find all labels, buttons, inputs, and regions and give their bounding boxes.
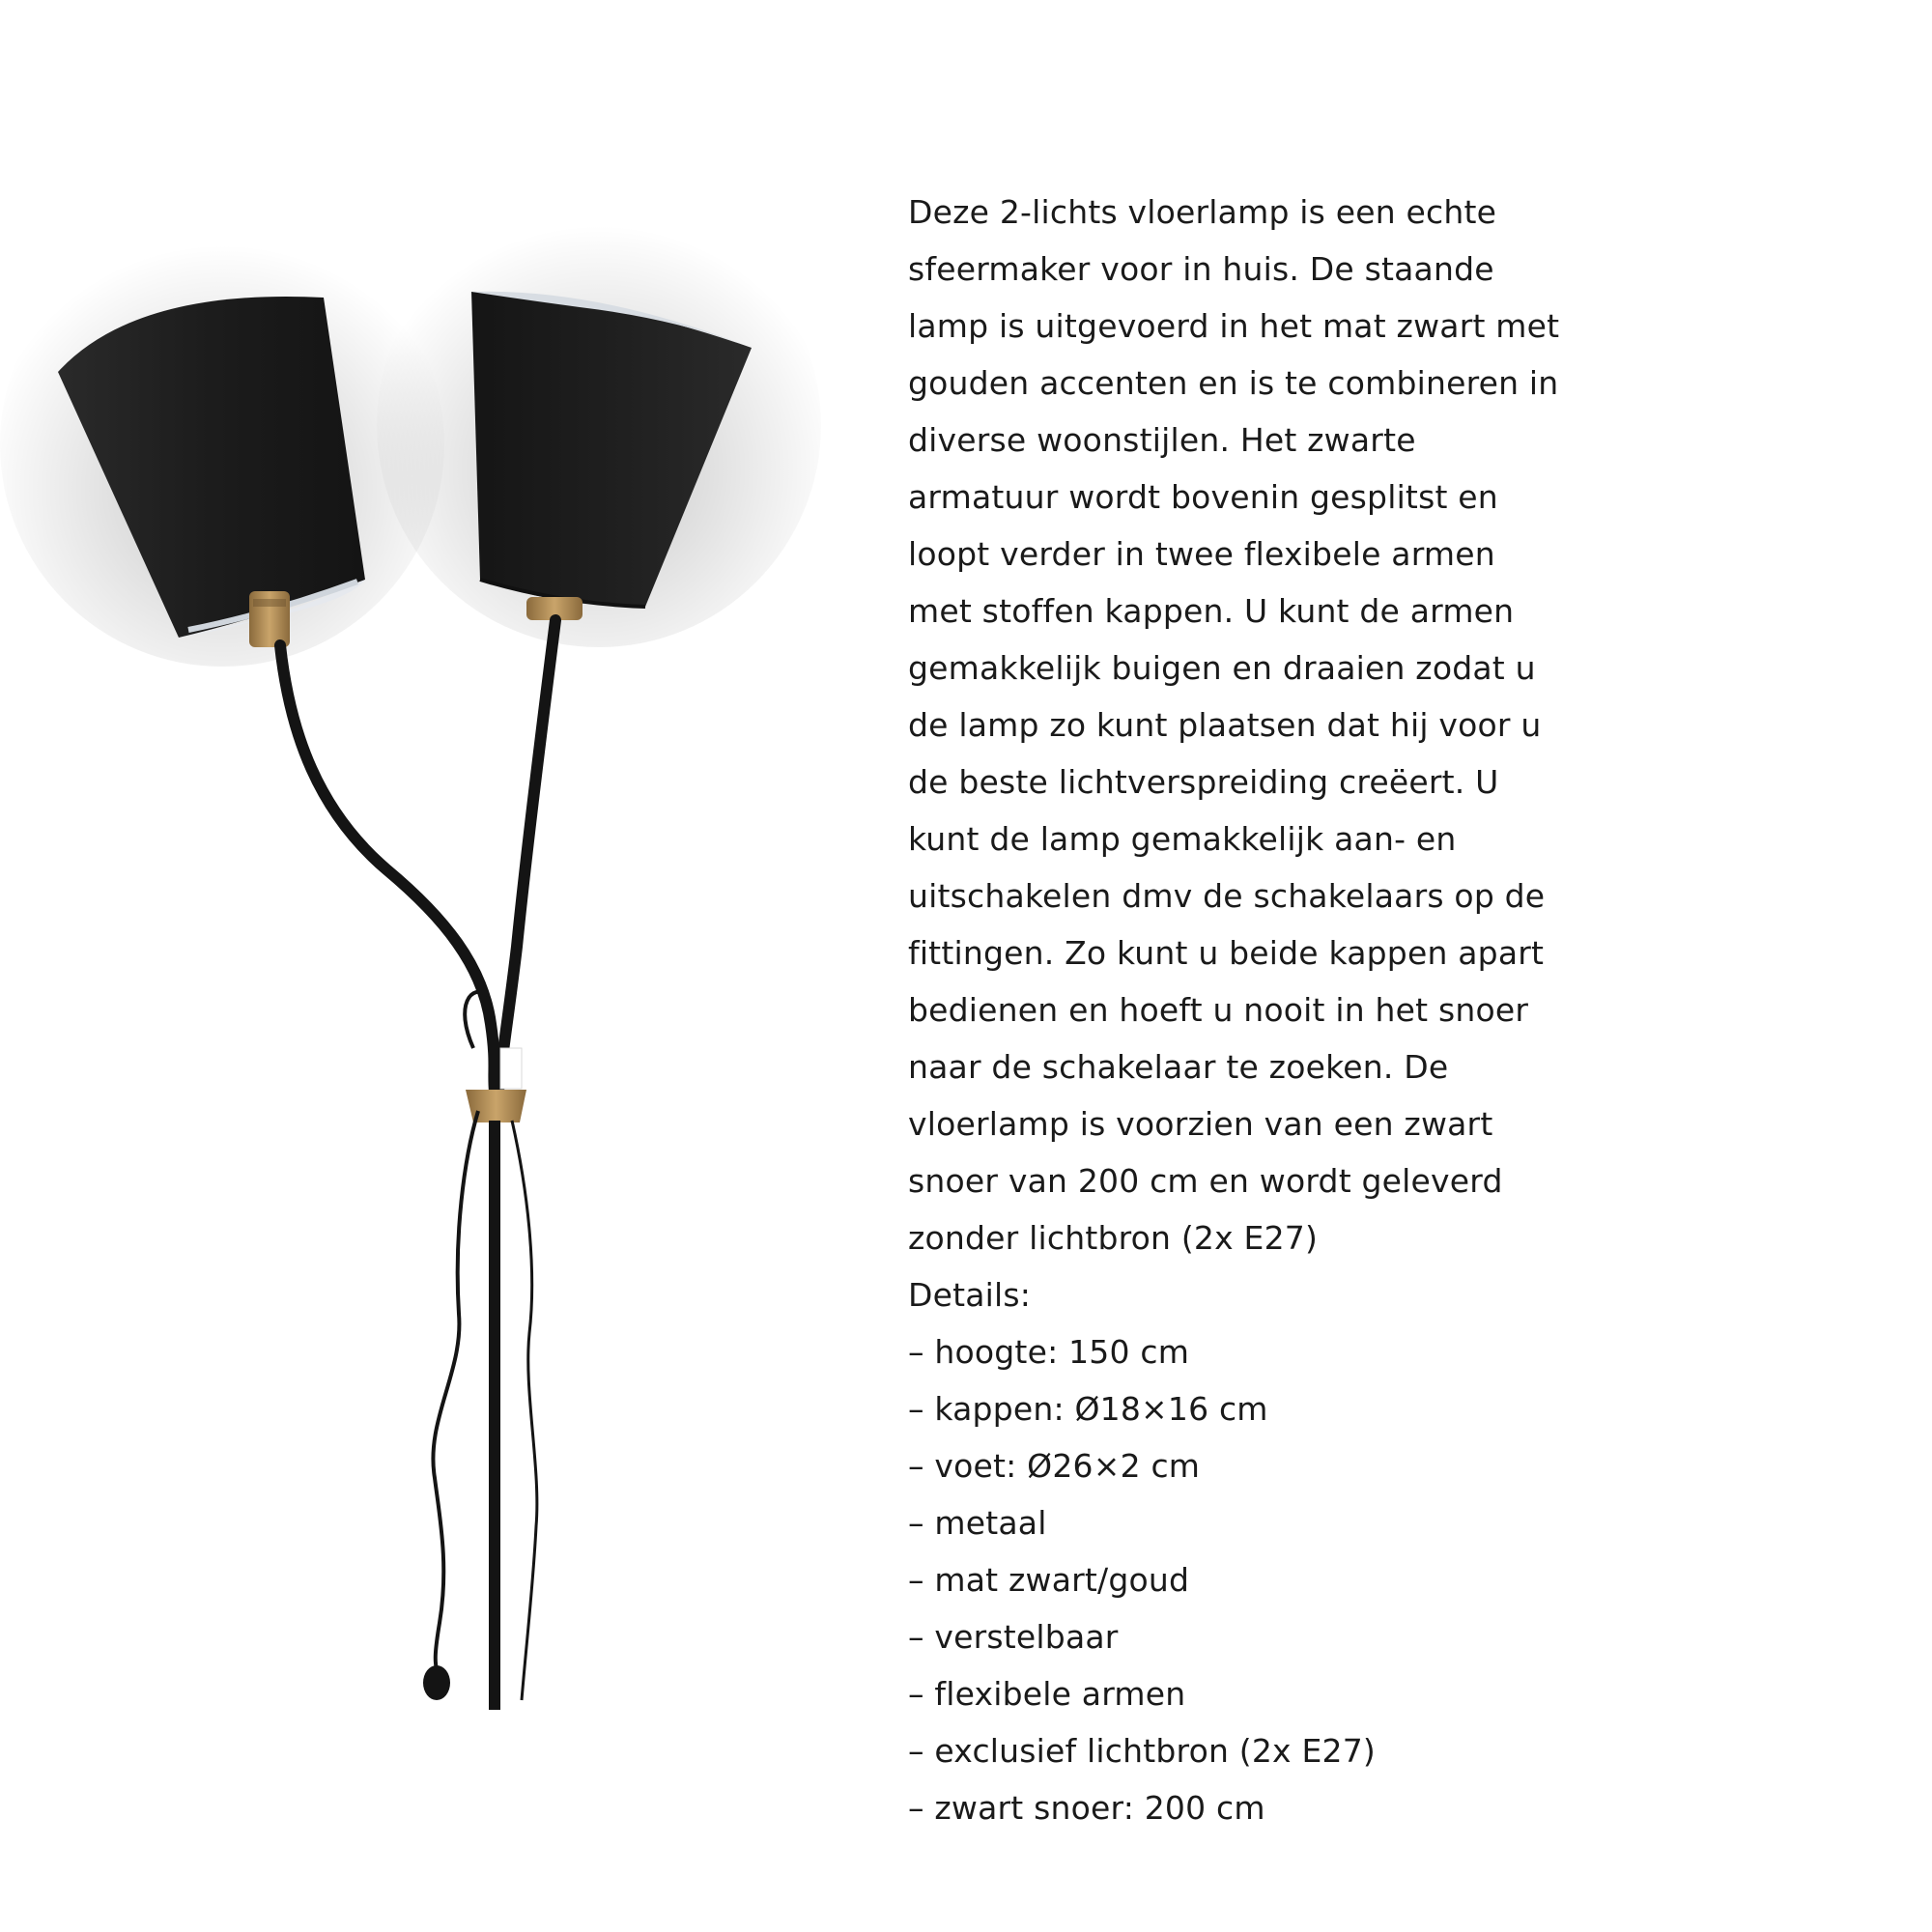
floor-lamp-image: [0, 0, 850, 1932]
product-description: [908, 184, 1565, 1836]
details-list-item: – zwart snoer: 200 cm: [908, 1789, 1265, 1827]
details-list-item: – exclusief lichtbron (2x E27): [908, 1732, 1376, 1770]
power-plug: [423, 1665, 450, 1700]
left-flexible-arm: [280, 645, 495, 1092]
left-socket: [249, 591, 290, 647]
power-cord-right: [512, 1121, 537, 1700]
power-cord: [433, 1111, 478, 1669]
details-list-item: – flexibele armen: [908, 1675, 1186, 1713]
details-list-item: – kappen: Ø18×16 cm: [908, 1390, 1268, 1428]
lamp-pole: [489, 1121, 500, 1710]
details-list-item: – metaal: [908, 1504, 1047, 1542]
details-list-item: – verstelbaar: [908, 1618, 1119, 1656]
details-list-item: – voet: Ø26×2 cm: [908, 1447, 1201, 1485]
details-heading: Details:: [908, 1276, 1032, 1314]
details-list: [908, 1323, 1565, 1836]
description-paragraph: Deze 2-lichts vloerlamp is een echte sfeermaker voor in huis. De staande lamp is uitgevoerd in het mat zwart met gouden accenten en is te combineren in diverse woonstijlen. Het zwarte armatuur wordt bovenin gesplitst en loopt verder in twee flexibele armen met stoffen kappen. U kunt de armen gemakkelijk buigen en draaien zodat u de lamp zo kunt plaatsen dat hij voor u de beste lichtverspreiding creëert. U kunt de lamp gemakkelijk aan- en uitschakelen dmv de schakelaars op de fittingen. Zo kunt u beide kappen apart bedienen en hoeft u nooit in het snoer naar de schakelaar te zoeken. De vloerlamp is voorzien van een zwart snoer van 200 cm en wordt geleverd zonder lichtbron (2x E27): [908, 193, 1560, 1257]
right-flexible-arm: [498, 620, 555, 1092]
details-list-item: – hoogte: 150 cm: [908, 1333, 1190, 1371]
details-list-item: – mat zwart/goud: [908, 1561, 1190, 1599]
